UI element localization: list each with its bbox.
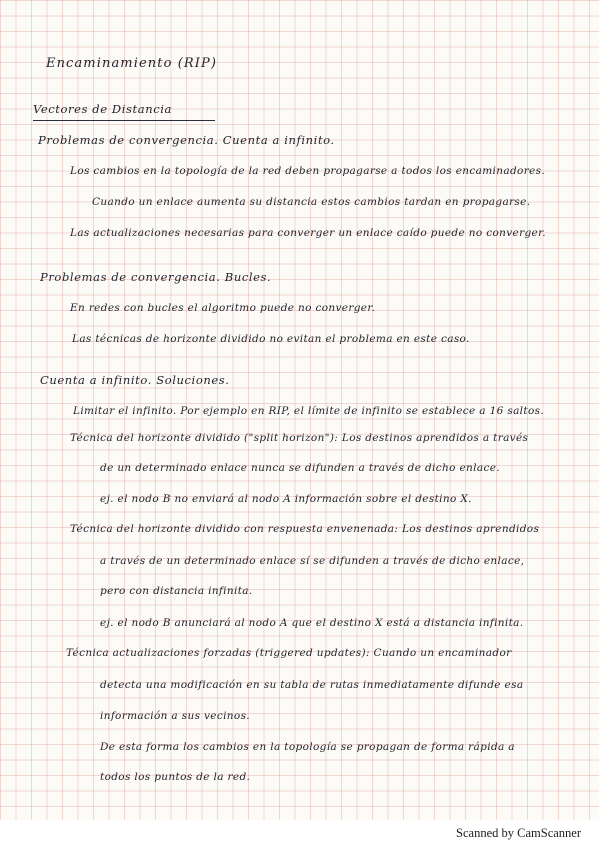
note-line-5: Problemas de convergencia. Bucles. [40, 270, 272, 284]
note-line-4: Las actualizaciones necesarias para converger un enlace caído puede no converger. [70, 227, 546, 239]
note-line-8: Cuenta a infinito. Soluciones. [40, 373, 230, 387]
note-line-7: Las técnicas de horizonte dividido no evitan el problema en este caso. [72, 333, 470, 345]
note-line-20: De esta forma los cambios en la topología se propagan de forma rápida a [100, 741, 515, 753]
note-line-17: Técnica actualizaciones forzadas (triggered updates): Cuando un encaminador [66, 647, 512, 659]
note-line-15: pero con distancia infinita. [100, 585, 253, 597]
note-line-9: Limitar el infinito. Por ejemplo en RIP, el límite de infinito se establece a 16 saltos. [73, 405, 545, 417]
note-line-1: Problemas de convergencia. Cuenta a infinito. [38, 133, 335, 147]
note-line-10: Técnica del horizonte dividido ("split horizon"): Los destinos aprendidos a través [70, 432, 529, 444]
page-title: Encaminamiento (RIP) [46, 56, 218, 71]
camscanner-watermark: Scanned by CamScanner [456, 826, 581, 840]
section-heading-underline [33, 120, 215, 121]
note-line-18: detecta una modificación en su tabla de rutas inmediatamente difunde esa [100, 679, 524, 691]
note-line-3: Cuando un enlace aumenta su distancia estos cambios tardan en propagarse. [92, 196, 531, 208]
note-line-2: Los cambios en la topología de la red deben propagarse a todos los encaminadores. [70, 165, 546, 177]
note-line-21: todos los puntos de la red. [100, 771, 251, 783]
note-line-13: Técnica del horizonte dividido con respuesta envenenada: Los destinos aprendidos [70, 523, 540, 535]
note-line-19: información a sus vecinos. [100, 710, 250, 722]
scan-footer [0, 820, 599, 848]
note-line-6: En redes con bucles el algoritmo puede no converger. [70, 302, 376, 314]
note-line-14: a través de un determinado enlace sí se difunden a través de dicho enlace, [100, 555, 525, 567]
note-line-12: ej. el nodo B no enviará al nodo A información sobre el destino X. [100, 493, 472, 505]
section-heading: Vectores de Distancia [33, 102, 172, 116]
note-line-16: ej. el nodo B anunciará al nodo A que el destino X está a distancia infinita. [100, 617, 524, 629]
note-line-11: de un determinado enlace nunca se difunden a través de dicho enlace. [100, 462, 500, 474]
